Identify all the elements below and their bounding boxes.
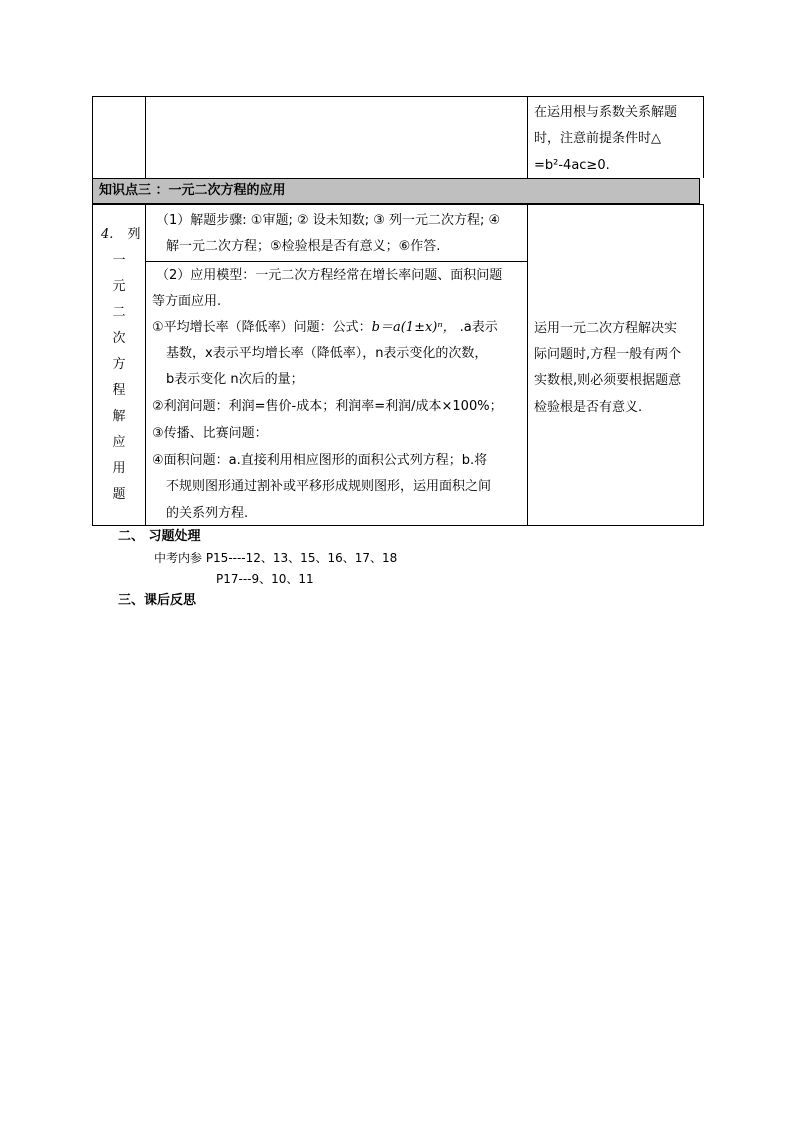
area-line: 不规则图形通过割补或平移形成规则图形，运用面积之间	[166, 479, 492, 494]
section-title: 知识点三 ：一元二次方程的应用	[99, 183, 286, 198]
note-line: 实数根,则必须要根据题意	[534, 373, 682, 388]
growth-formula: b＝a(1±x)ⁿ，	[371, 320, 456, 335]
steps-line: （1）解题步骤: ①审题; ② 设未知数; ③ 列一元二次方程; ④	[156, 213, 501, 228]
note-line: 在运用根与系数关系解题	[534, 105, 678, 120]
label-char: 应	[112, 435, 126, 450]
label-char: 一	[112, 253, 126, 268]
growth-suffix: .a表示	[459, 320, 498, 335]
label-char: 元	[112, 279, 126, 294]
label-char: 用	[112, 461, 126, 476]
label-char: 解	[112, 409, 126, 424]
label-char: 列	[127, 227, 141, 242]
label-char: 方	[112, 357, 126, 372]
note-line: 检验根是否有意义.	[534, 400, 643, 415]
reflection-heading: 三、课后反思	[118, 593, 197, 608]
area-line: ④面积问题：a.直接利用相应图形的面积公式列方程；b.将	[152, 453, 488, 468]
label-char: 程	[112, 383, 126, 398]
exercise-heading: 二、 习题处理	[118, 529, 201, 544]
spread-line: ③传播、比赛问题：	[152, 426, 268, 441]
note-line: 际问题时,方程一般有两个	[534, 347, 682, 362]
label-char: 题	[112, 487, 126, 502]
models-intro: 等方面应用.	[152, 294, 222, 309]
topic-number: 4.	[101, 227, 114, 242]
exercise-line: P17---9、10、11	[216, 572, 314, 586]
growth-line: 基数，x表示平均增长率（降低率），n表示变化的次数，	[166, 346, 488, 361]
models-intro: （2）应用模型：一元二次方程经常在增长率问题、面积问题	[156, 268, 503, 283]
section-banner	[92, 178, 700, 204]
steps-line: 解一元二次方程；⑤检验根是否有意义；⑥作答.	[166, 239, 441, 254]
label-char: 次	[112, 331, 126, 346]
growth-line: b表示变化 n次后的量；	[166, 372, 304, 387]
note-line: 时，注意前提条件时△	[534, 131, 661, 146]
profit-line: ②利润问题：利润=售价-成本；利润率=利润/成本×100%；	[152, 399, 503, 414]
exercise-line: 中考内参 P15----12、13、15、16、17、18	[154, 551, 398, 565]
growth-line	[152, 315, 498, 341]
note-line: 运用一元二次方程解决实	[534, 321, 678, 336]
label-char: 二	[112, 305, 126, 320]
note-line: =b²-4ac≥0.	[534, 158, 610, 173]
area-line: 的关系列方程.	[166, 506, 249, 521]
growth-prefix: ①平均增长率（降低率）问题：公式：	[152, 320, 372, 335]
topic4-label	[93, 222, 145, 508]
